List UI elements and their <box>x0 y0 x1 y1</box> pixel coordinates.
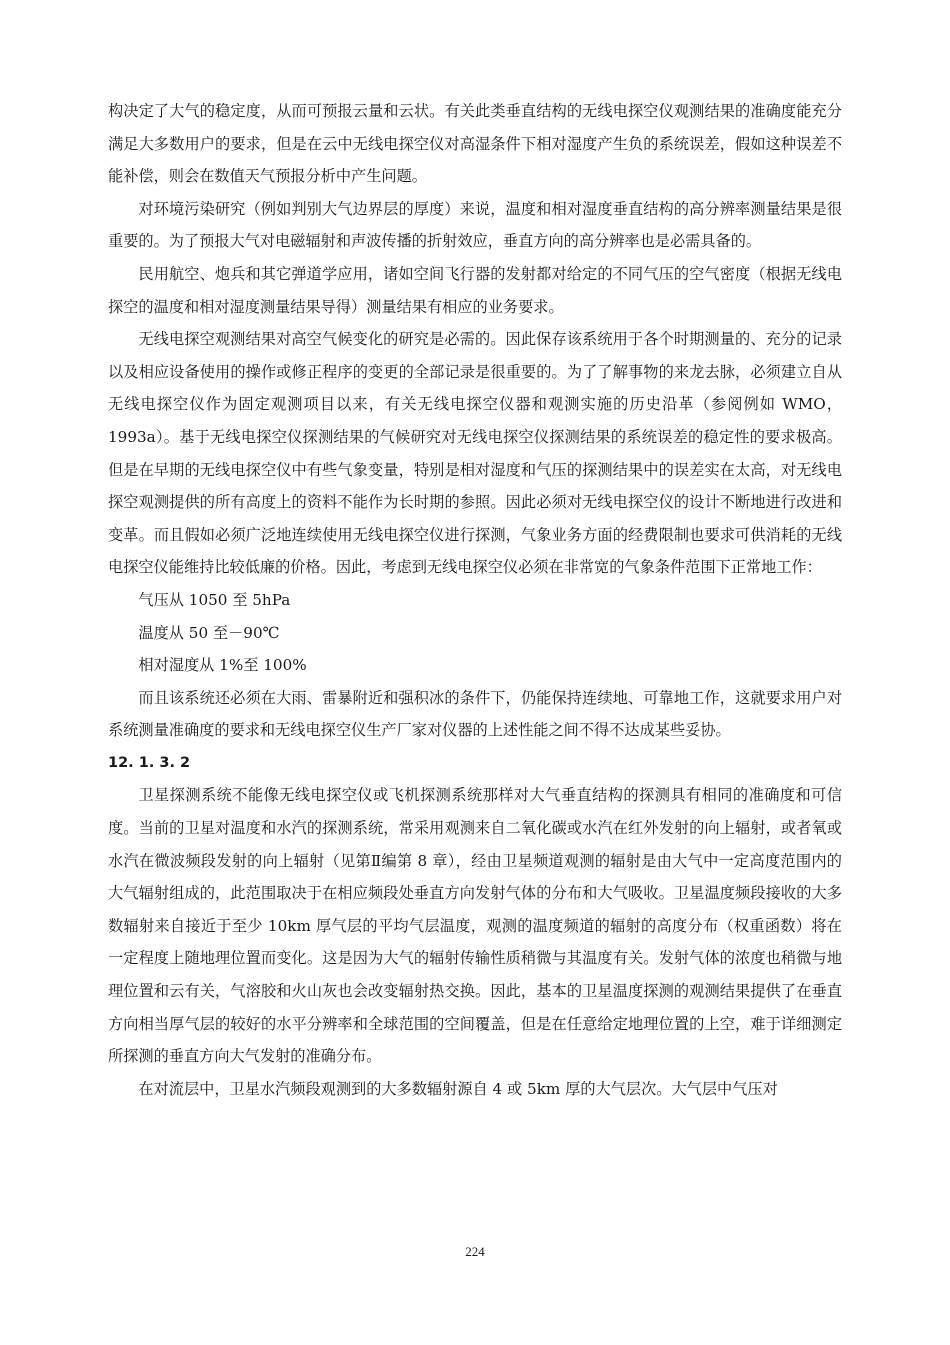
page-number: 224 <box>465 1244 485 1259</box>
condition-pressure: 气压从 1050 至 5hPa <box>138 590 291 609</box>
paragraph-satellite: 卫星探测系统不能像无线电探空仪或飞机探测系统那样对大气垂直结构的探测具有相同的准确度和可信度。当前的卫星对温度和水汽的探测系统，常采用观测来自二氧化碳或水汽在红外发射的向上辐射，或者氧或水汽在微波频段发射的向上辐射（见第Ⅱ编第 8 章），经由卫星频道观测的辐射是由大气中一定高度范围内的大气辐射组成的，此范围取决于在相应频段处垂直方向发射气体的分布和大气吸收。卫星温度频段接收的大多数辐射来自接近于至少 10km 厚气层的平均气层温度，观测的温度频道的辐射的高度分布（权重函数）将在一定程度上随地理位置而变化。这是因为大气的辐射传输性质稍微与其温度有关。发射气体的浓度也稍微与地理位置和云有关，气溶胶和火山灰也会改变辐射热交换。因此，基本的卫星温度探测的观测结果提供了在垂直方向相当厚气层的较好的水平分辨率和全球范围的空间覆盖，但是在任意给定地理位置的上空，难于详细测定所探测的垂直方向大气发射的准确分布。 <box>108 786 842 1066</box>
paragraph-climate: 无线电探空观测结果对高空气候变化的研究是必需的。因此保存该系统用于各个时期测量的、充分的记录以及相应设备使用的操作或修正程序的变更的全部记录是很重要的。为了了解事物的来龙去脉，必须建立自从无线电探空仪作为固定观测项目以来，有关无线电探空仪器和观测实施的历史沿革（参阅例如 WMO，1993a）。基于无线电探空仪探测结果的气候研究对无线电探空仪探测结果的系统误差的稳定性的要求极高。但是在早期的无线电探空仪中有些气象变量，特别是相对湿度和气压的探测结果中的误差实在太高，对无线电探空观测提供的所有高度上的资料不能作为长时期的参照。因此必须对无线电探空仪的设计不断地进行改进和变革。而且假如必须广泛地连续使用无线电探空仪进行探测，气象业务方面的经费限制也要求可供消耗的无线电探空仪能维持比较低廉的价格。因此，考虑到无线电探空仪必须在非常宽的气象条件范围下正常地工作： <box>108 330 842 577</box>
paragraph-compromise: 而且该系统还必须在大雨、雷暴附近和强积冰的条件下，仍能保持连续地、可靠地工作，这就要求用户对系统测量准确度的要求和无线电探空仪生产厂家对仪器的上述性能之间不得不达成某些妥协。 <box>108 688 842 740</box>
document-body <box>108 95 842 1105</box>
condition-temperature: 温度从 50 至－90℃ <box>138 623 280 642</box>
paragraph-environment: 对环境污染研究（例如判别大气边界层的厚度）来说，温度和相对湿度垂直结构的高分辨率测量结果是很重要的。为了预报大气对电磁辐射和声波传播的折射效应，垂直方向的高分辨率也是必需具备的。 <box>108 199 842 251</box>
paragraph-continuation: 构决定了大气的稳定度，从而可预报云量和云状。有关此类垂直结构的无线电探空仪观测结果的准确度能充分满足大多数用户的要求，但是在云中无线电探空仪对高湿条件下相对湿度产生负的系统误差，假如这种误差不能补偿，则会在数值天气预报分析中产生问题。 <box>108 102 842 186</box>
section-heading: 12. 1. 3. 2 <box>108 754 191 771</box>
condition-humidity: 相对湿度从 1%至 100% <box>138 656 307 675</box>
paragraph-troposphere: 在对流层中，卫星水汽频段观测到的大多数辐射源自 4 或 5km 厚的大气层次。大气层中气压对 <box>138 1079 778 1098</box>
paragraph-aviation: 民用航空、炮兵和其它弹道学应用，诸如空间飞行器的发射都对给定的不同气压的空气密度（根据无线电探空的温度和相对湿度测量结果导得）测量结果有相应的业务要求。 <box>108 264 842 316</box>
